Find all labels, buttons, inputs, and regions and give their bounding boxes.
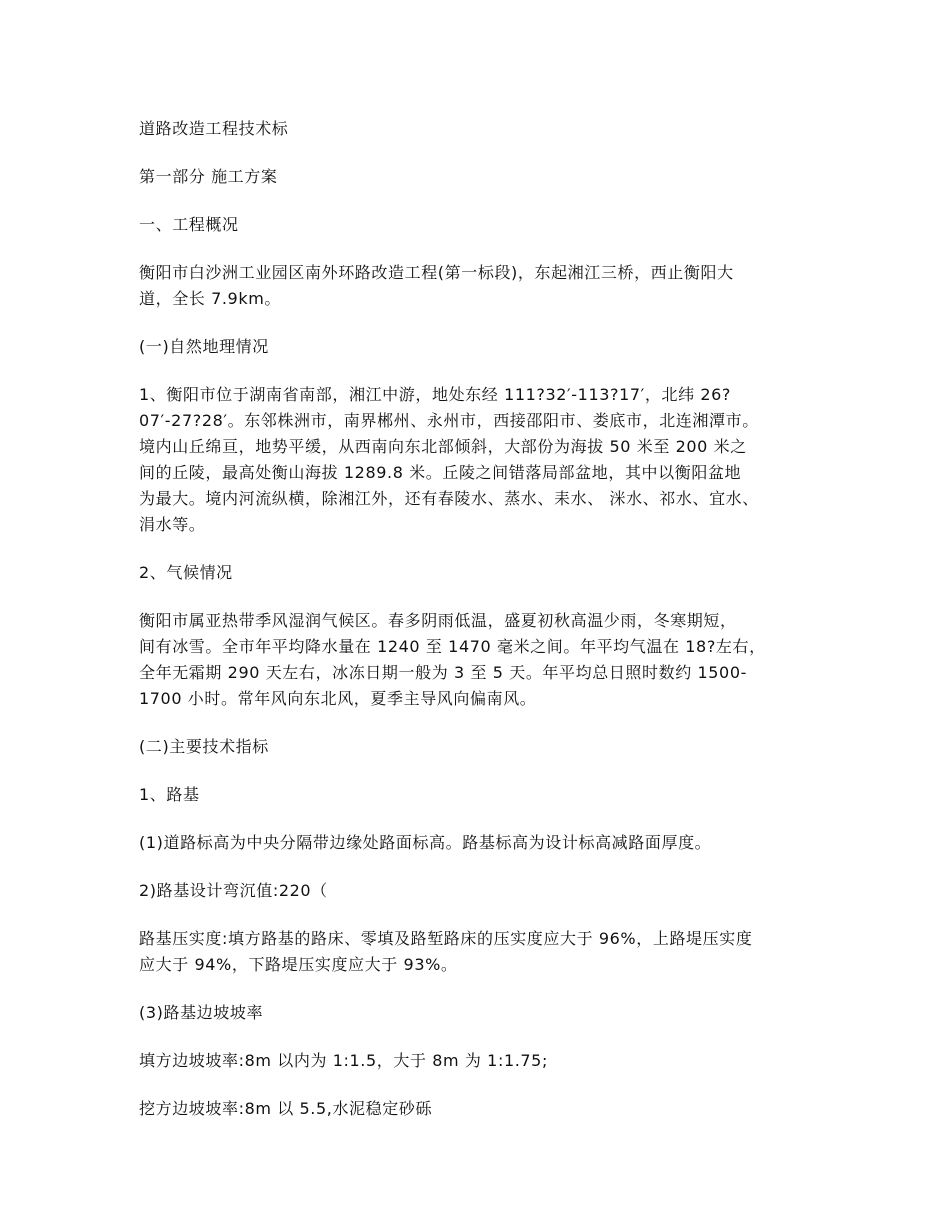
- tech-heading: (二)主要技术指标: [139, 737, 269, 756]
- geography-line: 间的丘陵，最高处衡山海拔 1289.8 米。丘陵之间错落局部盆地，其中以衡阳盆地: [139, 463, 742, 482]
- overview-line: 道，全长 7.9km。: [139, 289, 281, 308]
- geography-line: 1、衡阳市位于湖南省南部，湘江中游，地处东经 111?32′-113?17′，北纬 26?: [139, 385, 732, 404]
- document-title: 道路改造工程技术标: [139, 119, 289, 138]
- climate-paragraph: [139, 608, 819, 712]
- roadbed-heading: 1、路基: [139, 785, 200, 804]
- climate-line: 全年无霜期 290 天左右，冰冻日期一般为 3 至 5 天。年平均总日照时数约 1500-: [139, 663, 747, 682]
- document-body: [139, 116, 819, 1144]
- geography-line: 境内山丘绵亘，地势平缓，从西南向东北部倾斜，大部份为海拔 50 米至 200 米之: [139, 437, 747, 456]
- slope-heading: (3)路基边坡坡率: [139, 1003, 264, 1022]
- geography-line: 涓水等。: [139, 515, 206, 534]
- section-heading: 一、工程概况: [139, 215, 239, 234]
- compaction-line: 应大于 94%，下路堤压实度应大于 93%。: [139, 955, 458, 974]
- fill-slope-line: 填方边坡坡率:8m 以内为 1:1.5，大于 8m 为 1:1.75;: [139, 1051, 548, 1070]
- climate-line: 衡阳市属亚热带季风湿润气候区。春多阴雨低温，盛夏初秋高温少雨，冬寒期短，: [139, 611, 737, 630]
- geography-paragraph: [139, 382, 819, 538]
- overview-line: 衡阳市白沙洲工业园区南外环路改造工程(第一标段)，东起湘江三桥，西止衡阳大: [139, 263, 734, 282]
- roadbed-item-1: (1)道路标高为中央分隔带边缘处路面标高。路基标高为设计标高减路面厚度。: [139, 833, 712, 852]
- compaction-paragraph: [139, 926, 819, 978]
- roadbed-item-2: 2)路基设计弯沉值:220（: [139, 881, 328, 900]
- geography-line: 07′-27?28′。东邻株洲市，南界郴州、永州市，西接邵阳市、娄底市，北连湘潭市。: [139, 411, 759, 430]
- overview-paragraph: [139, 260, 819, 312]
- geography-line: 为最大。境内河流纵横，除湘江外，还有春陵水、蒸水、耒水、 洣水、祁水、宜水、: [139, 489, 759, 508]
- climate-heading: 2、气候情况: [139, 563, 233, 582]
- climate-line: 1700 小时。常年风向东北风，夏季主导风向偏南风。: [139, 689, 537, 708]
- cut-slope-line: 挖方边坡坡率:8m 以 5.5,水泥稳定砂砾: [139, 1099, 433, 1118]
- natural-geo-heading: (一)自然地理情况: [139, 337, 269, 356]
- climate-line: 间有冰雪。全市年平均降水量在 1240 至 1470 毫米之间。年平均气温在 18?左右，: [139, 637, 766, 656]
- compaction-line: 路基压实度:填方路基的路床、零填及路堑路床的压实度应大于 96%，上路堤压实度: [139, 929, 753, 948]
- part-heading: 第一部分 施工方案: [139, 167, 278, 186]
